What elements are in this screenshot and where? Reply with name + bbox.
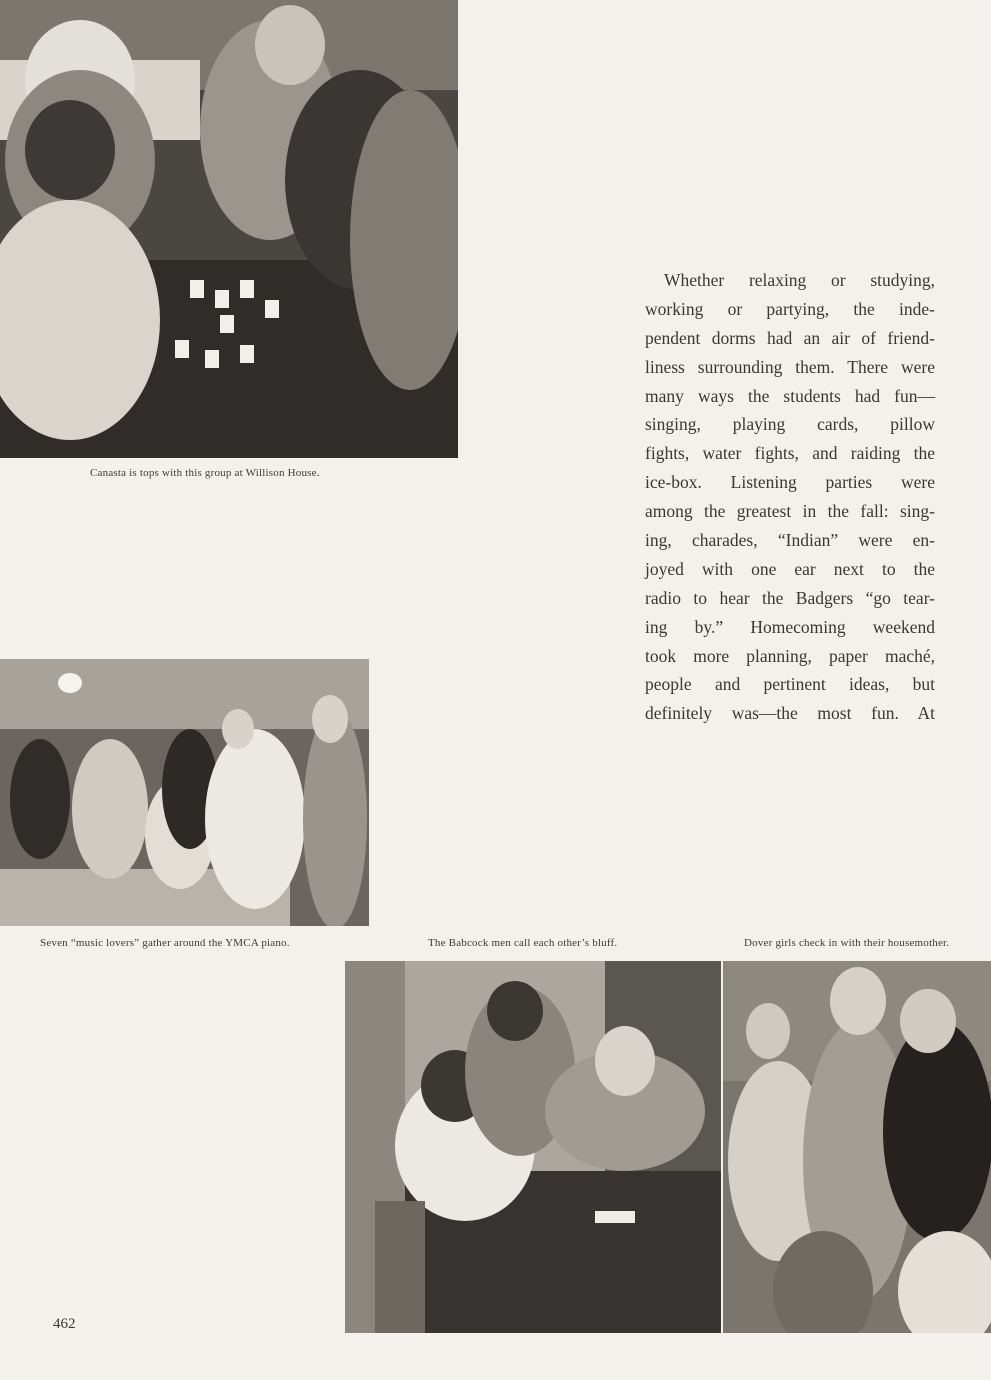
photo-caption: Seven “music lovers” gather around the YMCA piano. [40,937,290,949]
body-text-line: joyed with one ear next to the [645,558,935,579]
body-text-line: liness surrounding them. There were [645,356,935,377]
photo-ymca-piano [0,659,369,926]
body-text-line: ing by.” Homecoming weekend [645,616,935,637]
body-text-line: working or partying, the inde- [645,298,935,319]
photo-caption: The Babcock men call each other’s bluff. [428,937,618,949]
body-text-line: radio to hear the Badgers “go tear- [645,587,935,608]
body-text-line: ice-box. Listening parties were [645,472,935,493]
page-number: 462 [53,1316,76,1332]
body-text-line: took more planning, paper maché, [645,645,935,666]
body-text-line: Whether relaxing or studying, [664,270,935,290]
body-text-column [645,266,935,728]
photo-canasta-group [0,0,458,458]
body-text-line: people and pertinent ideas, but [645,674,935,695]
photo-babcock-cards [345,961,721,1333]
body-text-line: many ways the students had fun— [645,385,935,406]
body-text-line: fights, water fights, and raiding the [645,443,935,464]
body-text-line: among the greatest in the fall: sing- [645,501,935,522]
body-text-line: pendent dorms had an air of friend- [645,327,935,348]
photo-caption: Dover girls check in with their housemother. [744,937,950,949]
body-text-line: definitely was—the most fun. At [645,703,935,724]
body-text-line: singing, playing cards, pillow [645,414,935,435]
photo-dover-girls [723,961,991,1333]
body-text-line: ing, charades, “Indian” were en- [645,530,935,551]
photo-caption: Canasta is tops with this group at Willison House. [90,467,320,479]
